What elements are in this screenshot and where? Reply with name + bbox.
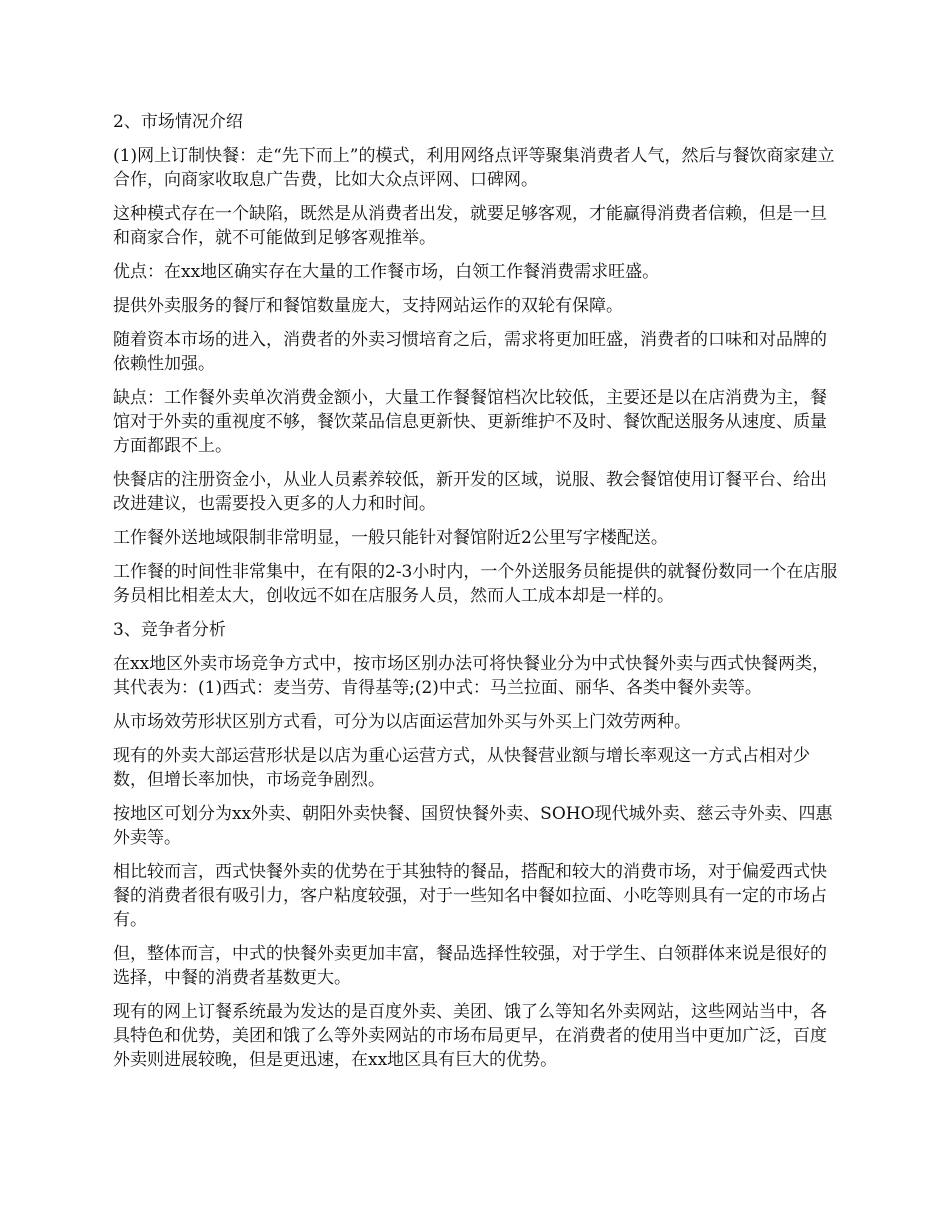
paragraph-chinese-food-overall: 但，整体而言，中式的快餐外卖更加丰富，餐品选择性较强，对于学生、白领群体来说是很好的选择，中餐的消费者基数更大。 [113,944,827,988]
paragraph-model-drawback: 这种模式存在一个缺陷，既然是从消费者出发，就要足够客观，才能赢得消费者信赖，但是一旦和商家合作，就不可能做到足够客观推举。 [113,204,827,248]
paragraph-online-platforms: 现有的网上订餐系统最为发达的是百度外卖、美团、饿了么等知名外卖网站，这些网站当中，各具特色和优势，美团和饿了么等外卖网站的市场布局更早，在消费者的使用当中更加广泛，百度外卖则进展较晚，但是更迅速，在xx地区具有巨大的优势。 [113,1002,827,1070]
section-heading-market-overview: 2、市场情况介绍 [113,112,243,132]
paragraph-advantage-demand: 优点：在xx地区确实存在大量的工作餐市场，白领工作餐消费需求旺盛。 [113,262,660,282]
section-heading-competitor-analysis: 3、竞争者分析 [113,620,226,640]
paragraph-time-constraint: 工作餐的时间性非常集中，在有限的2-3小时内，一个外送服务员能提供的就餐份数同一个在店服务员相比相差太大，创收远不如在店服务人员，然而人工成本却是一样的。 [113,562,838,606]
paragraph-current-operations: 现有的外卖大部运营形状是以店为重心运营方式，从快餐营业额与增长率观这一方式占相对少数，但增长率加快，市场竞争剧烈。 [113,746,810,790]
paragraph-regional-division: 按地区可划分为xx外卖、朝阳外卖快餐、国贸快餐外卖、SOHO现代城外卖、慈云寺外卖、四惠外卖等。 [113,804,833,848]
paragraph-restaurant-supply: 提供外卖服务的餐厅和餐馆数量庞大，支持网站运作的双轮有保障。 [113,296,623,316]
paragraph-fast-food-capital: 快餐店的注册资金小，从业人员素养较低，新开发的区域，说服、教会餐馆使用订餐平台、给出改进建议，也需要投入更多的人力和时间。 [113,470,827,514]
paragraph-competition-types: 在xx地区外卖市场竞争方式中，按市场区别办法可将快餐业分为中式快餐外卖与西式快餐两类，其代表为：(1)西式：麦当劳、肯得基等;(2)中式：马兰拉面、丽华、各类中餐外卖等。 [113,654,830,698]
paragraph-service-forms: 从市场效劳形状区别方式看，可分为以店面运营加外买与外买上门效劳两种。 [113,712,691,732]
paragraph-disadvantages: 缺点：工作餐外卖单次消费金额小，大量工作餐餐馆档次比较低，主要还是以在店消费为主，餐馆对于外卖的重视度不够，餐饮菜品信息更新快、更新维护不及时、餐饮配送服务从速度、质量方面都跟不上。 [113,388,827,456]
paragraph-western-advantage: 相比较而言，西式快餐外卖的优势在于其独特的餐品，搭配和较大的消费市场，对于偏爱西式快餐的消费者很有吸引力，客户粘度较强，对于一些知名中餐如拉面、小吃等则具有一定的市场占有。 [113,862,827,930]
paragraph-capital-market: 随着资本市场的进入，消费者的外卖习惯培育之后，需求将更加旺盛，消费者的口味和对品牌的依赖性加强。 [113,330,827,374]
paragraph-online-ordering-model: (1)网上订制快餐：走“先下而上”的模式，利用网络点评等聚集消费者人气，然后与餐饮商家建立合作，向商家收取息广告费，比如大众点评网、口碑网。 [113,146,835,190]
paragraph-delivery-range: 工作餐外送地域限制非常明显，一般只能针对餐馆附近2公里写字楼配送。 [113,528,668,548]
